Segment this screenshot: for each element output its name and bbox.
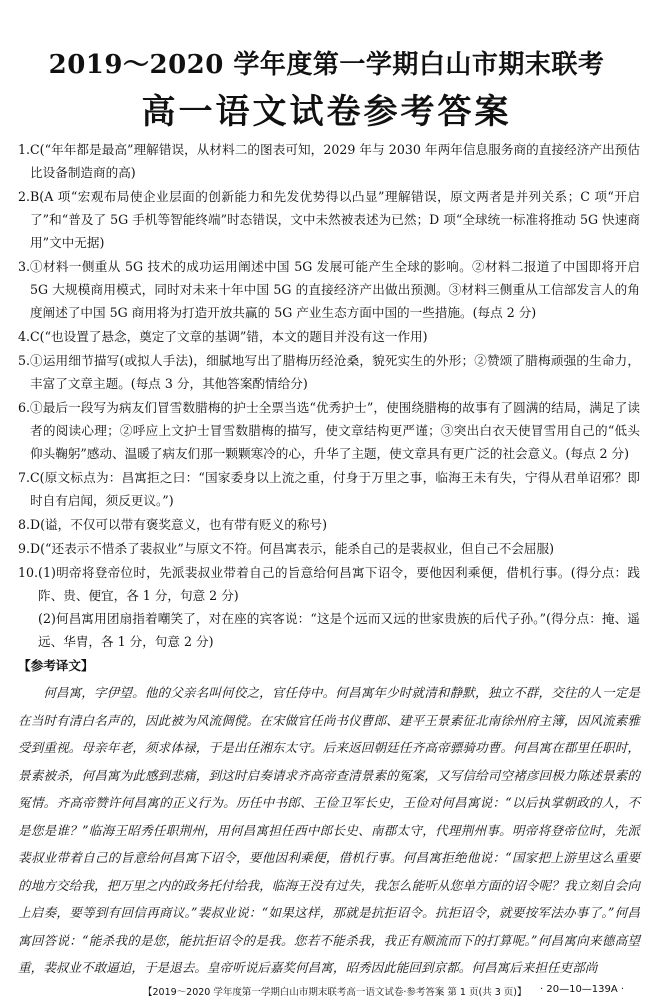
answer-item-2: [18, 185, 640, 254]
answer-item-7: [18, 466, 640, 512]
answer-text: D(谥，不仅可以带有褒奖意义，也有带有贬义的称号): [30, 517, 328, 532]
answer-number: 2.: [18, 189, 31, 204]
answer-number: 1.: [18, 142, 31, 157]
answer-list: [18, 138, 640, 982]
answer-item-4: [18, 325, 640, 348]
answer-number: 8.: [18, 517, 31, 532]
answer-item-1: [18, 138, 640, 184]
answer-text: B(A 项“宏观布局使企业层面的创新能力和先发优势得以凸显”理解错误，原文两者是并列关系；C 项“开启了”和“普及了 5G 手机等智能终端”时态错误，文中未然被表述为已然；D 项“全球统一标准将推动 5G 快速商用”文中无据): [30, 189, 640, 250]
answer-number: 5.: [18, 353, 31, 368]
answer-item-9: [18, 537, 640, 560]
answer-text: D(“还表示不惜杀了裴叔业”与原文不符。何昌寓表示，能杀自己的是裴叔业，但自己不会屈服): [30, 541, 554, 556]
answer-item-6: [18, 396, 640, 465]
answer-text: C(“年年都是最高”理解错误，从材料二的图表可知，2029 年与 2030 年两年信息服务商的直接经济产出预估比设备制造商的高): [30, 142, 640, 180]
answer-text: ①最后一段写为病友们冒雪数腊梅的护士全票当选“优秀护士”，使围绕腊梅的故事有了圆满的结局，满足了读者的阅读心理；②呼应上文护士冒雪数腊梅的描写，使文章结构更严谨；③突出白衣天使冒雪用自己的“低头仰头鞠躬”感动、温暖了病友们那一颗颗寒冷的心，升华了主题，使文章具有更广泛的社会意义。(每点 2 分): [30, 400, 640, 461]
answer-item-3: [18, 255, 640, 324]
reference-translation: 何昌寓，字伊望。他的父亲名叫何佼之，官任侍中。何昌寓年少时就清和静默，独立不群，交往的人一定是在当时有清白名声的，因此被为风流倜傥。在宋做官任尚书仪曹郎、建平王景素征北南徐州府主簿，因风流素雅受到重视。母亲年老，须求体禄，于是出任湘东太守。后来返回朝廷任齐高帝骠骑功曹。何昌寓在郡里任职时，景素被杀，何昌寓为此感到悲痛，到这时启奏请求齐高帝查清景素的冤案，又写信给司空褚彦回极力陈述景素的冤情。齐高帝赞许何昌寓的正义行为。历任中书郎、王俭卫军长史，王俭对何昌寓说：“以后执掌朝政的人，不是您是谁？”临海王昭秀任职荆州，用何昌寓担任西中郎长史、南郡太守，代理荆州事。明帝将登帝位时，先派裴叔业带着自己的旨意给何昌寓下诏令，要他因利乘便，借机行事。何昌寓拒绝他说：“国家把上游里这么重要的地方交给我，把万里之内的政务托付给我，临海王没有过失，我怎么能听从您单方面的诏令呢？我立刻自会向上启奏，要等到有回信再商议。”裴叔业说：“如果这样，那就是抗拒诏令。抗拒诏令，就要按军法办事了。”何昌寓回答说：“能杀我的是您，能抗拒诏令的是我。您若不能杀我，我正有顺流而下的打算呢。”何昌寓向来德高望重，裴叔业不敢逼迫，于是退去。皇帝听说后嘉奖何昌寓，昭秀因此能回到京都。何昌寓后来担任吏部尚: [18, 685, 640, 975]
answer-number: 6.: [18, 400, 31, 415]
answer-number: 7.: [18, 470, 31, 485]
answer-item-10: [18, 561, 640, 653]
answer-item-5: [18, 349, 640, 395]
answer-item-8: [18, 513, 640, 536]
answer-text: C(原文标点为：昌寓拒之曰：“国家委身以上流之重，付身于万里之事，临海王未有失，宁得从君单诏邪？即时自有启闻，须反更议。”): [30, 470, 640, 508]
answer-part-1: (1)明帝将登帝位时，先派裴叔业带着自己的旨意给何昌寓下诏令，要他因利乘便，借机行事。(得分点：践阼、贵、便宜，各 1 分，句意 2 分): [38, 565, 640, 603]
reference-heading: 【参考译文】: [18, 658, 94, 673]
answer-text: ①材料一侧重从 5G 技术的成功运用阐述中国 5G 发展可能产生全球的影响。②材料二报道了中国即将开启 5G 大规模商用模式，同时对未来十年中国 5G 的直接经济产出做出预测。③材料三侧重从工信部发言人的角度阐述了中国 5G 商用将为打造开放共赢的 5G 产业生态方面中国的一些措施。(每点 2 分): [30, 259, 640, 320]
answer-text: ①运用细节描写(或拟人手法)，细腻地写出了腊梅历经沧桑，貌死实生的外形；②赞颂了腊梅顽强的生命力，丰富了文章主题。(每点 3 分，其他答案酌情给分): [30, 353, 640, 391]
answer-number: 9.: [18, 541, 31, 556]
exam-title: 2019～2020 学年度第一学期白山市期末联考: [48, 50, 605, 80]
answer-text: C(“也设置了悬念，奠定了文章的基调”错，本文的题目并没有这一作用): [30, 329, 428, 344]
footer-page-info: 【2019～2020 学年度第一学期白山市期末联考高一语文试卷·参考答案 第 1 页(共 3 页)】: [143, 987, 527, 998]
answer-number: 3.: [18, 259, 31, 274]
answer-key-title: 高一语文试卷参考答案: [141, 92, 512, 132]
footer-code: · 20—10—139A ·: [540, 984, 625, 995]
answer-number: 10.: [18, 565, 39, 580]
answer-text: [38, 561, 640, 653]
answer-part-2: (2)何昌寓用团扇指着嘲笑了，对在座的宾客说：“这是个远而又远的世家贵族的后代子孙。”(得分点：掩、遥远、华胄，各 1 分，句意 2 分): [38, 611, 640, 649]
answer-number: 4.: [18, 329, 31, 344]
